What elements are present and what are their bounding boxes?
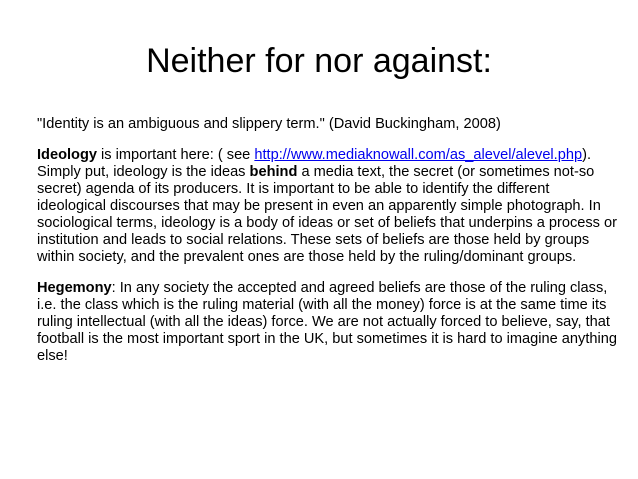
mediaknowall-link[interactable]: http://www.mediaknowall.com/as_alevel/alevel.php [254,147,583,163]
slide-title: Neither for nor against: [146,42,492,80]
hegemony-term: Hegemony [37,280,112,296]
hegemony-paragraph [37,280,617,365]
ideology-term: Ideology [37,147,97,163]
ideology-emphasis: behind [249,164,298,180]
slide-body [37,116,617,379]
hegemony-text: : In any society the accepted and agreed beliefs are those of the ruling class, i.e. the class which is the ruling material (with all the money) force is at the same time its ruling intellectual (with all the ideas) force. We are not actually forced to believe, say, that football is the most important sport in the UK, but sometimes it is hard to imagine anything else! [37,280,617,364]
ideology-intro: is important here: ( see [97,147,255,163]
ideology-text: a media text, the secret (or sometimes not-so secret) agenda of its producers. It is important to be able to identify the different ideological discourses that may be present in even an apparently simple photograph. In sociological terms, ideology is a body of ideas or set of beliefs that underpins a process or institution and leads to social relations. These sets of beliefs are those held by groups within society, and the prevalent ones are those held by the ruling/dominant groups. [37,164,618,265]
ideology-after-link: ). Simply put, ideology is the ideas [37,147,591,180]
quote-paragraph: "Identity is an ambiguous and slippery term." (David Buckingham, 2008) [37,116,501,132]
ideology-paragraph [37,147,617,266]
